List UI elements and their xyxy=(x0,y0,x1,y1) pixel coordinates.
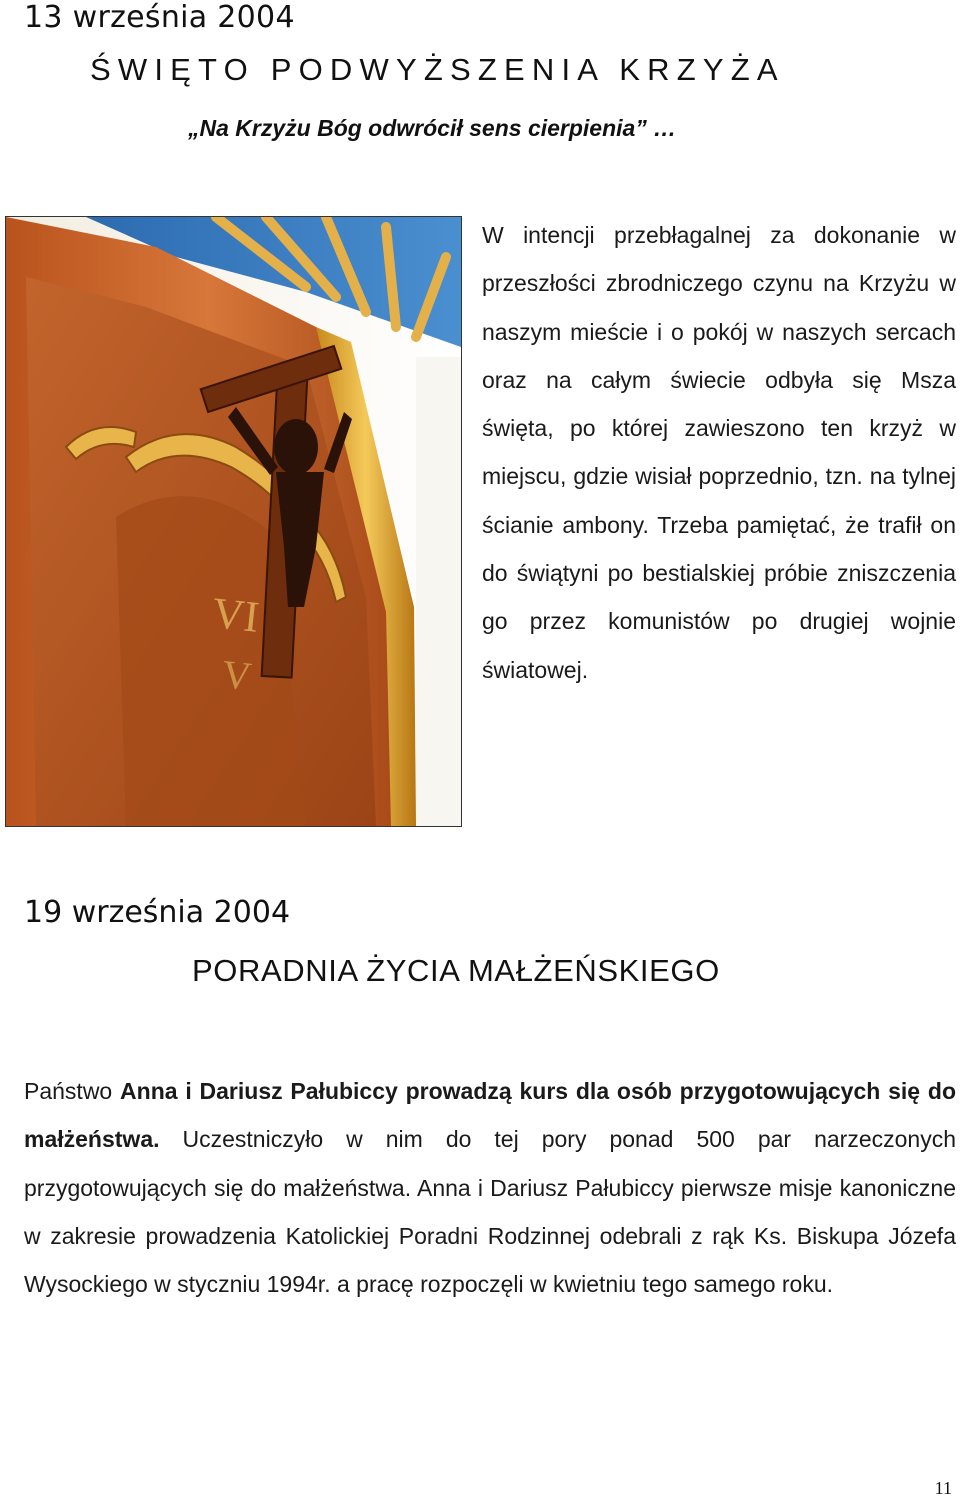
paragraph-prefix: Państwo xyxy=(24,1078,121,1104)
svg-text:V: V xyxy=(220,651,254,699)
section2-date: 19 września 2004 xyxy=(24,895,291,930)
section1-title: ŚWIĘTO PODWYŻSZENIA KRZYŻA xyxy=(90,52,785,87)
crucifix-photo xyxy=(5,216,462,827)
carved-numeral: VI xyxy=(209,588,262,642)
section2-paragraph xyxy=(24,1067,956,1308)
section2-title: PORADNIA ŻYCIA MAŁŻEŃSKIEGO xyxy=(192,953,720,988)
section1-date: 13 września 2004 xyxy=(24,0,295,35)
section1-paragraph: W intencji przebłagalnej za dokonanie w przeszłości zbrodniczego czynu na Krzyżu w naszym mieście i o pokój w naszych sercach oraz na całym świecie odbyła się Msza święta, po której zawieszono ten krzyż w miejscu, gdzie wisiał poprzednio, tzn. na tylnej ścianie ambony. Trzeba pamiętać, że trafił on do świątyni po bestialskiej próbie zniszczenia go przez komunistów po drugiej wojnie światowej. xyxy=(482,222,956,683)
section1-subtitle: „Na Krzyżu Bóg odwrócił sens cierpienia” … xyxy=(188,115,677,141)
paragraph-bold-intro: Anna i Dariusz Pałubiccy prowadzą kurs dla osób przygotowujących się do małżeństwa. xyxy=(24,1078,956,1153)
page-number: 11 xyxy=(934,1478,952,1498)
paragraph-rest: Uczestniczyło w nim do tej pory ponad 500 par narzeczonych przygotowujących się do małżeństwa. Anna i Dariusz Pałubiccy pierwsze misje kanoniczne w zakresie prowadzenia Katolickiej Poradni Rodzinnej odebrali z rąk Ks. Biskupa Józefa Wysockiego w styczniu 1994r. a pracę rozpoczęli w kwietniu tego samego roku. xyxy=(24,1126,956,1298)
